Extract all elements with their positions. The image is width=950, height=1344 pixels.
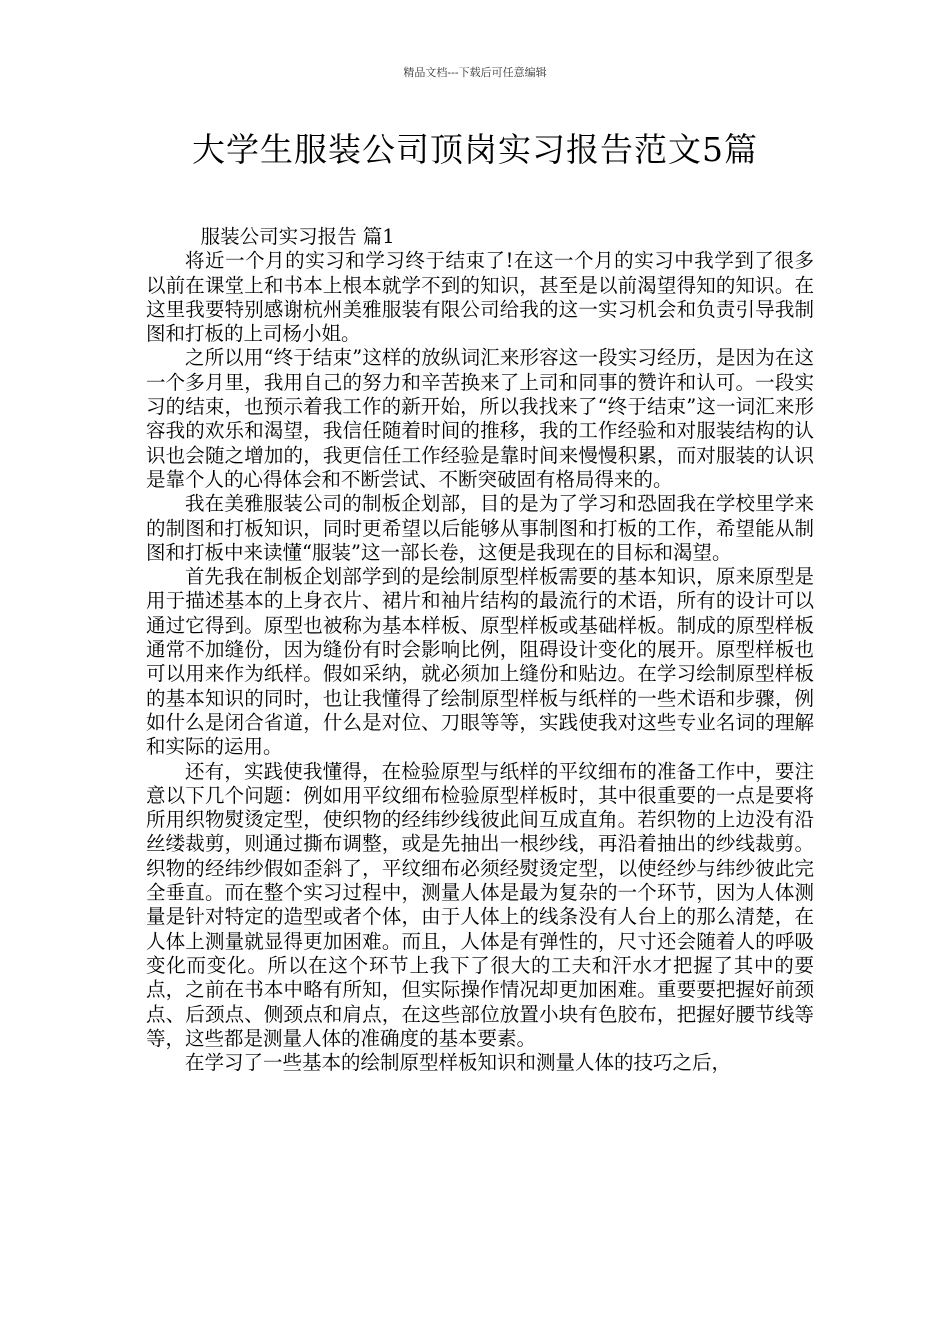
section-heading: 服装公司实习报告 篇1 (200, 225, 395, 248)
paragraph: 将近一个月的实习和学习终于结束了!在这一个月的实习中我学到了很多以前在课堂上和书本上根本就学不到的知识，甚至是以前渴望得知的知识。在这里我要特别感谢杭州美雅服装有限公司给我的这一实习机会和负责引导我制图和打板的上司杨小姐。 (146, 249, 814, 346)
paragraph: 首先我在制板企划部学到的是绘制原型样板需要的基本知识，原来原型是用于描述基本的上身衣片、裙片和袖片结构的最流行的术语，所有的设计可以通过它得到。原型也被称为基本样板、原型样板或基础样板。制成的原型样板通常不加缝份，因为缝份有时会影响比例，阻碍设计变化的展开。原型样板也可以用来作为纸样。假如采纳，就必须加上缝份和贴边。在学习绘制原型样板的基本知识的同时，也让我懂得了绘制原型样板与纸样的一些术语和步骤，例如什么是闭合省道，什么是对位、刀眼等等，实践使我对这些专业名词的理解和实际的运用。 (146, 565, 814, 759)
header-note: 精品文档---下载后可任意编辑 (403, 66, 547, 79)
paragraph: 还有，实践使我懂得，在检验原型与纸样的平纹细布的准备工作中，要注意以下几个问题：例如用平纹细布检验原型样板时，其中很重要的一点是要将所用织物熨烫定型，使织物的经纬纱线彼此间互成直角。若织物的上边没有沿丝缕裁剪，则通过撕布调整，或是先抽出一根纱线，再沿着抽出的纱线裁剪。织物的经纬纱假如歪斜了，平纹细布必须经熨烫定型，以使经纱与纬纱彼此完全垂直。而在整个实习过程中，测量人体是最为复杂的一个环节，因为人体测量是针对特定的造型或者个体，由于人体上的线条没有人台上的那么清楚，在人体上测量就显得更加困难。而且，人体是有弹性的，尺寸还会随着人的呼吸变化而变化。所以在这个环节上我下了很大的工夫和汗水才把握了其中的要点，之前在书本中略有所知，但实际操作情况却更加困难。重要要把握好前颈点、后颈点、侧颈点和肩点，在这些部位放置小块有色胶布，把握好腰节线等等，这些都是测量人体的准确度的基本要素。 (146, 759, 814, 1050)
paragraph: 之所以用“终于结束”这样的放纵词汇来形容这一段实习经历，是因为在这一个多月里，我用自己的努力和辛苦换来了上司和同事的赞许和认可。一段实习的结束，也预示着我工作的新开始，所以我找来了“终于结束”这一词汇来形容我的欢乐和渴望，我信任随着时间的推移，我的工作经验和对服装结构的认识也会随之增加的，我更信任工作经验是靠时间来慢慢积累，而对服装的认识是靠个人的心得体会和不断尝试、不断突破固有格局得来的。 (146, 346, 814, 491)
document-body (146, 225, 814, 1075)
document-title: 大学生服装公司顶岗实习报告范文5篇 (192, 130, 758, 169)
paragraph: 在学习了一些基本的绘制原型样板知识和测量人体的技巧之后， (185, 1051, 732, 1075)
paragraph: 我在美雅服装公司的制板企划部，目的是为了学习和恐固我在学校里学来的制图和打板知识，同时更希望以后能够从事制图和打板的工作，希望能从制图和打板中来读懂“服装”这一部长卷，这便是我现在的目标和渴望。 (146, 492, 814, 564)
